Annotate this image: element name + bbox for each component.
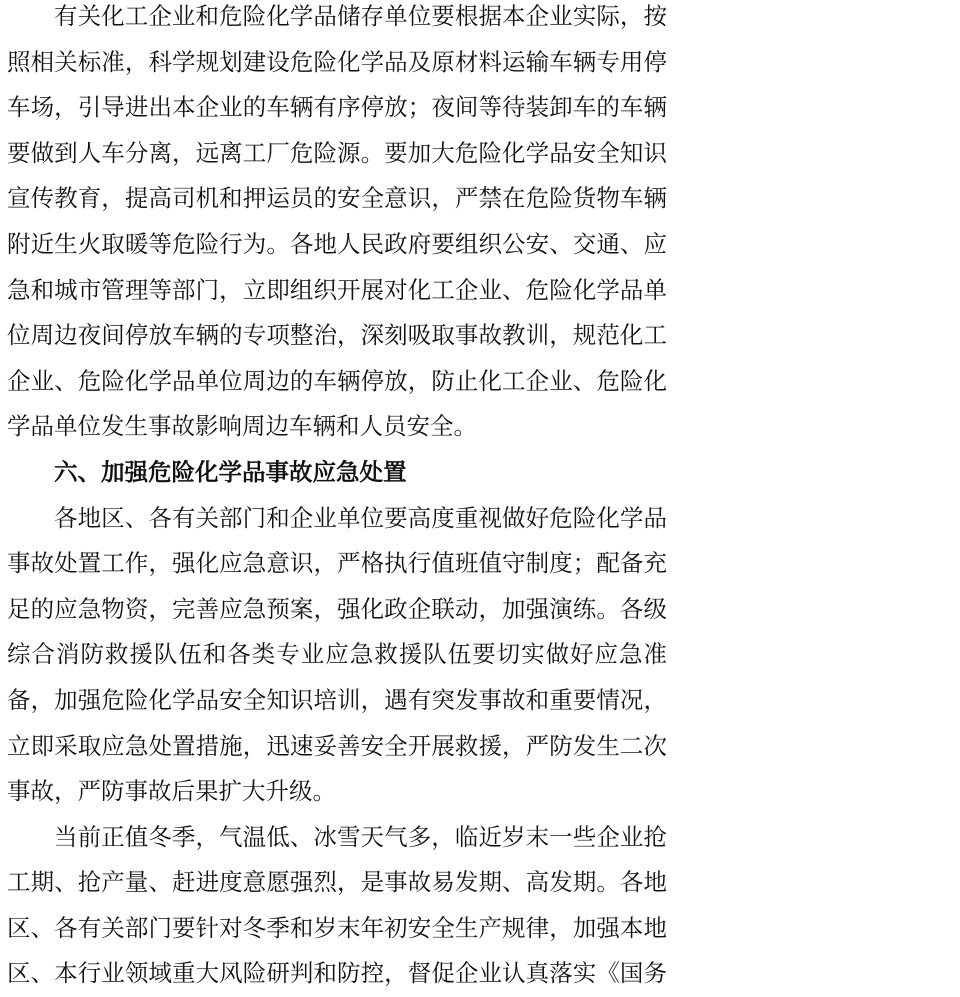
text-line: 区、本行业领域重大风险研判和防控，督促企业认真落实《国务 (7, 959, 667, 988)
paragraph (7, 815, 667, 997)
text-line: 综合消防救援队伍和各类专业应急救援队伍要切实做好应急准 (7, 640, 667, 669)
text-line: 工期、抢产量、赶进度意愿强烈，是事故易发期、高发期。各地 (7, 868, 667, 897)
text-line: 有关化工企业和危险化学品储存单位要根据本企业实际，按 (54, 2, 667, 30)
text-line: 急和城市管理等部门，立即组织开展对化工企业、危险化学品单 (7, 275, 667, 304)
text-line: 学品单位发生事故影响周边车辆和人员安全。 (7, 412, 477, 441)
text-line: 企业、危险化学品单位周边的车辆停放，防止化工企业、危险化 (7, 366, 667, 395)
text-line: 事故处置工作，强化应急意识，严格执行值班值守制度；配备充 (7, 549, 667, 578)
text-line: 位周边夜间停放车辆的专项整治，深刻吸取事故教训，规范化工 (7, 321, 667, 350)
text-line: 各地区、各有关部门和企业单位要高度重视做好危险化学品 (54, 503, 667, 532)
text-line: 立即采取应急处置措施，迅速妥善安全开展救援，严防发生二次 (7, 731, 667, 760)
text-line: 区、各有关部门要针对冬季和岁末年初安全生产规律，加强本地 (7, 913, 667, 942)
text-line: 要做到人车分离，远离工厂危险源。要加大危险化学品安全知识 (7, 138, 667, 167)
text-line: 足的应急物资，完善应急预案，强化政企联动，加强演练。各级 (7, 594, 667, 623)
text-line: 车场，引导进出本企业的车辆有序停放；夜间等待装卸车的车辆 (7, 93, 667, 122)
text-line: 宣传教育，提高司机和押运员的安全意识，严禁在危险货物车辆 (7, 184, 667, 213)
text-line: 当前正值冬季，气温低、冰雪天气多，临近岁末一些企业抢 (54, 822, 667, 851)
text-line: 照相关标准，科学规划建设危险化学品及原材料运输车辆专用停 (7, 47, 667, 76)
text-line: 事故，严防事故后果扩大升级。 (7, 777, 336, 806)
text-line: 备，加强危险化学品安全知识培训，遇有突发事故和重要情况， (7, 685, 667, 714)
section-heading: 六、加强危险化学品事故应急处置 (54, 457, 407, 486)
paragraph (7, 496, 667, 815)
text-line: 附近生火取暖等危险行为。各地人民政府要组织公安、交通、应 (7, 229, 667, 258)
paragraph (7, 0, 667, 450)
document-page (7, 0, 667, 997)
